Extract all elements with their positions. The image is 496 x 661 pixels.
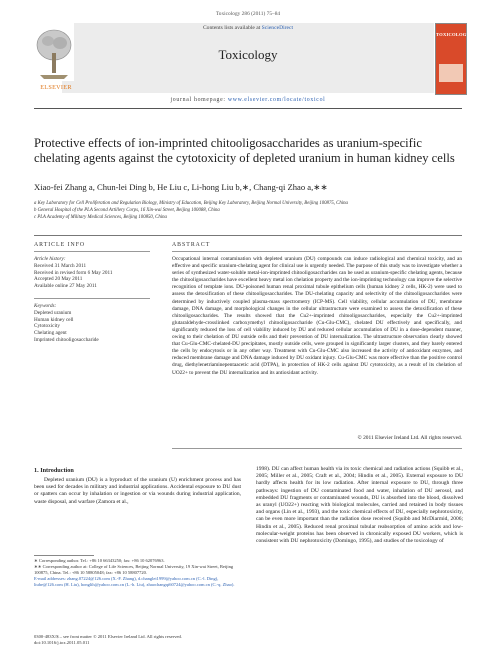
keywords-block bbox=[34, 303, 150, 344]
elsevier-tree-logo-icon bbox=[34, 23, 74, 81]
keyword: Human kidney cell bbox=[34, 316, 74, 323]
journal-homepage bbox=[62, 97, 434, 103]
publisher-wordmark: ELSEVIER bbox=[40, 84, 72, 91]
contents-prefix: Contents lists available at bbox=[202, 25, 262, 31]
footnote-corresponding-2: ∗∗ Corresponding author at: College of Life Sciences, Beijing Normal University, 19 Xin-wai Street, Beijing 100875, China. Tel.: +86 10 58805048; fax: +86 10 58807720. bbox=[34, 564, 234, 575]
keywords-rule bbox=[34, 298, 150, 299]
abstract-rule bbox=[172, 251, 462, 252]
footnote-corresponding-1: ∗ Corresponding author. Tel.: +86 10 66343250; fax: +86 10 62076963. bbox=[34, 558, 165, 563]
article-title: Protective effects of ion-imprinted chitooligosaccharides as uranium-specific chelating agents against the cytotoxicity of depleted uranium in human kidney cells bbox=[34, 136, 455, 165]
journal-cover-thumbnail bbox=[435, 23, 471, 95]
intro-right-column: 1998). DU can affect human health via its toxic chemical and radiation actions (Squibb et al., 2005; Miller et al., 2005; Craft et al., 2004; Hindin et al., 2005). External exposure to DU hardly affects health for its low radiation. After internal exposure to DU, through three pathways: ingestion of DU contaminated food and water, inhalation of DU aerosol, and embedded DU fragments or contaminated wounds, DU is absorbed into the blood, dissolved as uranyl (UO22+) reacting with biological molecules, carried and retained in body tissues and organs (Lin et al., 1993), and the toxic chemical effects of DU, especially nephrotoxicity, can be even more important than the radiation dose received (Squibb and McDiarmid, 2006; Hindin et al., 2005). Reduced renal proximal tubular reabsorption of amino acids and low-molecular-weight proteins has been observed in chronically exposed DU workers, which is consistent with DU nephrotoxicity (Domingo, 1995), and studies of the toxicology of bbox=[256, 466, 463, 545]
front-matter-line: 0300-483X/$ – see front matter © 2011 Elsevier Ireland Ltd. All rights reserved. bbox=[34, 634, 182, 639]
abstract-copyright: © 2011 Elsevier Ireland Ltd. All rights reserved. bbox=[357, 435, 462, 441]
journal-name: Toxicology bbox=[218, 47, 278, 62]
homepage-prefix: journal homepage: bbox=[170, 97, 228, 103]
abstract-text: Occupational internal contamination with depleted uranium (DU) compounds can induce radiological and chemical toxicity, and an effective and specific uranium-chelating agent for clinical use is urgently needed. The purpose of this study was to investigate whether a series of synthesized water-soluble metal-ion-imprinted chitooligosaccharides can be used as uranium-specific chelating agents, because the chitooligosaccharides have excellent heavy metal ion chelation property and the ion-imprinting technology can improve the selective recognition of template ions. DU-poisoned human renal proximal tubule epithelium cells (human kidney 2 cells, HK-2) were used to assess the detoxification of these chitooligosaccharides. The DU-chelating capacity and selectivity of the chitooligosaccharides were determined by inductively coupled plasma-mass spectrometry (ICP-MS). Cell viability, cellular accumulation of DU, membrane damage, DNA damage, and morphological changes in the cellular ultrastructure were examined to assess the detoxification of these chitooligosaccharides. The results showed that the Cu2+-imprinted chitooligosaccharides, especially the Cu2+-imprinted glutaraldehyde-crosslinked carboxymethyl chitooligosaccharide (Cu-Glu-CMC), chelated DU effectively and specifically, and significantly reduced the loss of cell viability induced by DU and reduced cellular accumulation of DU in a dose-dependent manner, owing to their chelation of DU outside cells and their prevention of DU internalization. The ultrastructure observation clearly showed that Cu-Glu-CMC-chelated-DU precipitates, mostly outside cells, were grouped in significantly larger clusters, and they barely entered the cells by endocytosis or in any other way. Treatment with Cu-Glu-CMC also increased the activity of antioxidant enzymes, and reduced membrane damage and DNA damage induced by DU oxidant injury. Cu-Glu-CMC was more effective than the positive control drug, diethylenetriaminepentaacetic acid (DTPA), in protection of HK-2 cells against DU cytotoxicity, as a result of its chelation of UO22+ to prevent the DU internalization and its antioxidant activity. bbox=[172, 256, 462, 376]
homepage-link[interactable]: www.elsevier.com/locate/toxicol bbox=[227, 97, 326, 103]
keyword: Imprinted chitooligosaccharide bbox=[34, 336, 99, 343]
running-head: Toxicology 286 (2011) 75–84 bbox=[215, 11, 281, 17]
history-accepted: Accepted 20 May 2011 bbox=[34, 276, 83, 283]
affiliation-b: b General Hospital of the PLA Second Artillery Corps, 16 Xin-wai Street, Beijing 100088, China bbox=[34, 208, 220, 213]
cover-band bbox=[439, 64, 463, 82]
cover-title: TOXICOLOGY bbox=[436, 32, 471, 37]
keyword: Chelating agent bbox=[34, 330, 67, 337]
footnotes bbox=[34, 558, 244, 588]
keyword: Depleted uranium bbox=[34, 309, 72, 316]
footnote-rule bbox=[34, 555, 94, 556]
issn-doi-block bbox=[34, 634, 244, 646]
contents-line bbox=[62, 25, 434, 31]
intro-left-column: Depleted uranium (DU) is a byproduct of the uranium (U) enrichment process and has been used for decades in military and industrial applications. Accidental exposure to DU dust or spatters can occur by inhalation or ingestion or via wounds during industrial application, waste disposal, and warfare (Zamora et al., bbox=[34, 477, 241, 505]
keywords-label: Keywords: bbox=[34, 303, 57, 309]
doi-line[interactable]: doi:10.1016/j.tox.2011.05.011 bbox=[34, 640, 90, 645]
abstract-end-rule bbox=[172, 448, 462, 449]
history-label: Article history: bbox=[34, 256, 66, 262]
title-rule bbox=[34, 235, 462, 236]
masthead-rule bbox=[34, 108, 462, 109]
article-info-rule bbox=[34, 251, 150, 252]
author-list: Xiao-fei Zhang a, Chun-lei Ding b, He Liu c, Li-hong Liu b,∗, Chang-qi Zhao a,∗∗ bbox=[34, 182, 328, 192]
history-revised: Received in revised form 6 May 2011 bbox=[34, 269, 113, 276]
affiliation-c: c PLA Academy of Military Medical Sciences, Beijing 100850, China bbox=[34, 215, 167, 220]
keyword: Cytotoxicity bbox=[34, 323, 60, 330]
abstract-heading: ABSTRACT bbox=[172, 242, 211, 248]
section-heading: 1. Introduction bbox=[34, 467, 74, 474]
footnote-emails[interactable]: E-mail addresses: zhang.07224@126.com (X.-F. Zhang), d.changlei1999@yahoo.com.cn (C.-l. Ding), liuhe@126.com (H. Liu), honglih@yahoo.com.cn (L.-h. Liu), zhaochangqi60724@yahoo.com.cn (C.-q. Zhao). bbox=[34, 576, 235, 587]
sciencedirect-link[interactable]: ScienceDirect bbox=[261, 25, 294, 31]
history-received: Received 31 March 2011 bbox=[34, 262, 87, 269]
article-history bbox=[34, 256, 150, 290]
history-online: Available online 27 May 2011 bbox=[34, 283, 97, 290]
affiliation-a: a Key Laboratory for Cell Proliferation and Regulation Biology, Ministry of Education, Beijing Key Laboratory, Beijing Normal University, Beijing 100875, China bbox=[34, 201, 348, 206]
article-info-heading: ARTICLE INFO bbox=[34, 242, 86, 248]
